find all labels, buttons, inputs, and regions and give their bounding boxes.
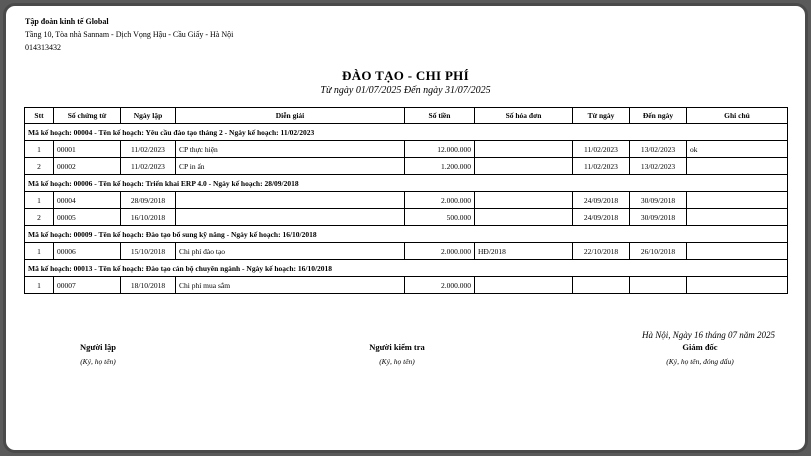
cell-doc: 00002 — [54, 158, 121, 175]
cell-to: 30/09/2018 — [630, 192, 687, 209]
cell-date: 18/10/2018 — [121, 277, 176, 294]
cell-amount: 500.000 — [405, 209, 475, 226]
cell-desc: CP in ấn — [176, 158, 405, 175]
cell-invoice — [475, 192, 573, 209]
cell-date: 11/02/2023 — [121, 141, 176, 158]
cell-from: 11/02/2023 — [573, 158, 630, 175]
cell-stt: 1 — [25, 192, 54, 209]
header-description: Diễn giải — [176, 108, 405, 124]
cell-note — [687, 209, 788, 226]
cell-amount: 2.000.000 — [405, 277, 475, 294]
table-row — [25, 158, 788, 175]
cell-invoice: HĐ/2018 — [475, 243, 573, 260]
cell-doc: 00001 — [54, 141, 121, 158]
cell-note — [687, 158, 788, 175]
header-to-date: Đến ngày — [630, 108, 687, 124]
group-row — [25, 226, 788, 243]
header-amount: Số tiền — [405, 108, 475, 124]
cell-doc: 00004 — [54, 192, 121, 209]
header-note: Ghi chú — [687, 108, 788, 124]
cell-stt: 1 — [25, 141, 54, 158]
report-page — [3, 3, 808, 453]
expense-table — [24, 107, 788, 294]
header-stt: Stt — [25, 108, 54, 124]
cell-from: 22/10/2018 — [573, 243, 630, 260]
cell-note: ok — [687, 141, 788, 158]
cell-amount: 12.000.000 — [405, 141, 475, 158]
company-name: Tập đoàn kinh tế Global — [25, 17, 109, 26]
cell-from: 24/09/2018 — [573, 192, 630, 209]
header-from-date: Từ ngày — [573, 108, 630, 124]
signature-hint: (Ký, họ tên) — [379, 357, 415, 366]
cell-date: 11/02/2023 — [121, 158, 176, 175]
cell-desc: Chi phí mua sắm — [176, 277, 405, 294]
cell-desc: CP thực hiện — [176, 141, 405, 158]
cell-invoice — [475, 277, 573, 294]
cell-stt: 1 — [25, 243, 54, 260]
cell-date: 28/09/2018 — [121, 192, 176, 209]
signature-hint: (Ký, họ tên) — [80, 357, 116, 366]
cell-doc: 00006 — [54, 243, 121, 260]
cell-stt: 2 — [25, 209, 54, 226]
cell-note — [687, 192, 788, 209]
cell-doc: 00005 — [54, 209, 121, 226]
group-row — [25, 175, 788, 192]
cell-invoice — [475, 141, 573, 158]
company-info — [25, 15, 233, 54]
cell-note — [687, 277, 788, 294]
company-phone: 014313432 — [25, 43, 61, 52]
cell-to: 13/02/2023 — [630, 158, 687, 175]
group-label: Mã kế hoạch: 00013 - Tên kế hoạch: Đào tạo cán bộ chuyên ngành - Ngày kế hoạch: 16/10/2018 — [25, 260, 788, 277]
header-date: Ngày lập — [121, 108, 176, 124]
table-row — [25, 192, 788, 209]
table-row — [25, 277, 788, 294]
place-date: Hà Nội, Ngày 16 tháng 07 năm 2025 — [641, 330, 775, 340]
cell-desc: Chi phí đào tạo — [176, 243, 405, 260]
cell-invoice — [475, 209, 573, 226]
report-title: ĐÀO TẠO - CHI PHÍ — [342, 68, 469, 83]
signature-checker — [337, 342, 457, 366]
cell-amount: 2.000.000 — [405, 243, 475, 260]
cell-from: 24/09/2018 — [573, 209, 630, 226]
signature-preparer — [48, 342, 148, 366]
cell-amount: 1.200.000 — [405, 158, 475, 175]
cell-stt: 2 — [25, 158, 54, 175]
cell-date: 16/10/2018 — [121, 209, 176, 226]
cell-desc — [176, 192, 405, 209]
cell-to — [630, 277, 687, 294]
group-row — [25, 260, 788, 277]
signature-hint: (Ký, họ tên, đóng dấu) — [666, 357, 734, 366]
table-row — [25, 243, 788, 260]
table-header-row — [25, 108, 788, 124]
cell-desc — [176, 209, 405, 226]
group-row — [25, 124, 788, 141]
group-label: Mã kế hoạch: 00009 - Tên kế hoạch: Đào tạo bổ sung kỹ năng - Ngày kế hoạch: 16/10/2018 — [25, 226, 788, 243]
company-address: Tầng 10, Tòa nhà Sannam - Dịch Vọng Hậu - Cầu Giấy - Hà Nội — [25, 30, 234, 39]
group-label: Mã kế hoạch: 00006 - Tên kế hoạch: Triển khai ERP 4.0 - Ngày kế hoạch: 28/09/2018 — [25, 175, 788, 192]
cell-doc: 00007 — [54, 277, 121, 294]
cell-note — [687, 243, 788, 260]
header-doc-number: Số chứng từ — [54, 108, 121, 124]
cell-from: 11/02/2023 — [573, 141, 630, 158]
cell-amount: 2.000.000 — [405, 192, 475, 209]
cell-from — [573, 277, 630, 294]
cell-to: 26/10/2018 — [630, 243, 687, 260]
cell-to: 13/02/2023 — [630, 141, 687, 158]
header-invoice: Số hóa đơn — [475, 108, 573, 124]
cell-date: 15/10/2018 — [121, 243, 176, 260]
table-row — [25, 141, 788, 158]
signature-role: Người kiểm tra — [369, 342, 425, 352]
cell-stt: 1 — [25, 277, 54, 294]
signature-role: Người lập — [79, 342, 117, 352]
signature-role: Giám đốc — [682, 342, 718, 352]
cell-to: 30/09/2018 — [630, 209, 687, 226]
signature-director — [640, 342, 760, 366]
cell-invoice — [475, 158, 573, 175]
group-label: Mã kế hoạch: 00004 - Tên kế hoạch: Yêu cầu đào tạo tháng 2 - Ngày kế hoạch: 11/02/2023 — [25, 124, 788, 141]
table-row — [25, 209, 788, 226]
report-date-range: Từ ngày 01/07/2025 Đến ngày 31/07/2025 — [320, 85, 491, 96]
